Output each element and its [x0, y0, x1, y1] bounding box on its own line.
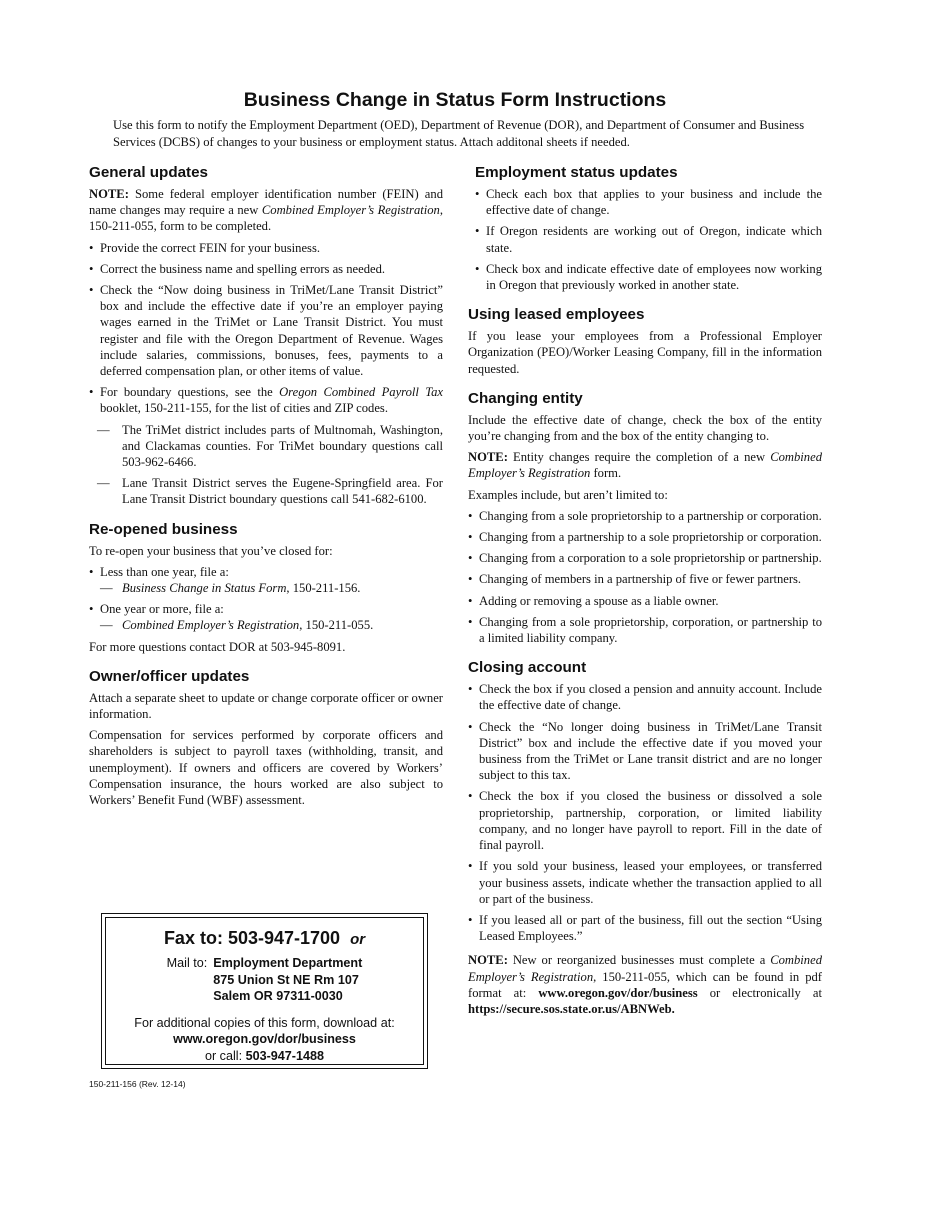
list-item: • Adding or removing a spouse as a liable owner. [468, 593, 822, 609]
entity-examples: Examples include, but aren’t limited to: [468, 487, 668, 502]
list-item: • Changing from a corporation to a sole proprietorship or partnership. [468, 550, 822, 566]
form-name: Combined Employer’s Registration [261, 203, 440, 218]
form-number: 150-211-156 (Rev. 12-14) [89, 1079, 186, 1089]
reopened-contact: For more questions contact DOR at 503-945-8091. [89, 639, 346, 654]
dash-item: — Lane Transit District serves the Eugene-Springfield area. For Lane Transit District boundary questions call 541-682-6100. [89, 475, 443, 507]
right-column [468, 164, 822, 1030]
call-line [106, 1048, 423, 1065]
page-title: Business Change in Status Form Instructions [243, 89, 667, 111]
fax-or: or [350, 931, 366, 948]
address-block [213, 955, 362, 1005]
owner-paragraph: Compensation for services performed by corporate officers and shareholders is subject to payroll taxes (withholding, transit, and unemployment). If owners and officers are covered by Workers’ Compensation insurance, the hours worked are also subject to Workers’ Benefit Fund (WBF) assessment. [89, 728, 443, 808]
phone-number: 503-947-1488 [245, 1048, 325, 1063]
copies-text: For additional copies of this form, download at: [134, 1015, 395, 1030]
list-item: • Provide the correct FEIN for your business. [89, 240, 443, 256]
list-item: • Check each box that applies to your business and include the effective date of change. [475, 186, 822, 218]
list-item: • Check the box if you closed the business or dissolved a sole proprietorship, partnership, corporation, or limited liability company, and no longer have payroll to report. Fill in the date of final payroll. [468, 788, 822, 853]
closing-note [468, 952, 822, 1017]
general-note [89, 186, 443, 235]
note-text: New or reorganized businesses must complete a [507, 953, 771, 968]
left-column [89, 164, 443, 821]
abnweb-link[interactable]: https://secure.sos.state.or.us/ABNWeb. [468, 1001, 675, 1016]
owner-paragraph: Attach a separate sheet to update or change corporate officer or owner information. [89, 690, 443, 722]
closing-account-section [468, 659, 822, 1017]
list-item: • Changing from a sole proprietorship to a partnership or corporation. [468, 508, 822, 524]
general-updates-heading: General updates [89, 164, 209, 181]
note-label: NOTE: [468, 450, 508, 465]
mail-address [106, 955, 423, 1005]
download-link[interactable]: www.oregon.gov/dor/business [173, 1032, 356, 1046]
note-text: Some federal employer identification number (FEIN) and name changes may require a new [89, 187, 443, 218]
note-text: or electronically at [697, 985, 822, 1000]
closing-account-heading: Closing account [468, 659, 587, 677]
sub-item [100, 617, 443, 633]
list-item: • Correct the business name and spelling errors as needed. [89, 261, 443, 277]
note-text: form. [590, 466, 622, 481]
fax-number: Fax to: 503-947-1700 [163, 928, 341, 948]
item-text: booklet, 150-211-155, for the list of cities and ZIP codes. [100, 401, 388, 416]
reopened-business-section [89, 521, 443, 655]
list-item: • Check the “No longer doing business in TriMet/Lane Transit District” box and include the effective date if you moved your business from the TriMet or Lane transit district and are no longer subject to this tax. [468, 719, 822, 784]
list-item: • Check the “Now doing business in TriMet/Lane Transit District” box and include the effective date if you’re an employer paying wages earned in the TriMet or Lane Transit District. You must register and file with the Oregon Department of Revenue. Wages include salaries, commissions, bonuses, fees, payments to a deferred compensation plan, or other items of value. [89, 282, 443, 379]
form-number: , 150-211-156. [286, 581, 361, 596]
list-item: • Check the box if you closed a pension and annuity account. Include the effective date of change. [468, 681, 822, 713]
item-text: Less than one year, file a: [100, 564, 229, 579]
list-item: • If you leased all or part of the business, fill out the section “Using Leased Employees.” [468, 912, 822, 944]
changing-entity-section [468, 390, 822, 646]
form-name: Combined Employer’s Registration [468, 450, 822, 481]
reopened-intro: To re-open your business that you’ve closed for: [89, 543, 333, 558]
leased-employees-section [468, 306, 822, 377]
address-line: Employment Department [213, 956, 363, 970]
list-item [89, 564, 443, 596]
contact-box-inner [105, 917, 424, 1065]
item-text: One year or more, file a: [100, 602, 224, 617]
owner-officer-heading: Owner/officer updates [89, 667, 250, 685]
item-text: For boundary questions, see the [100, 385, 280, 400]
changing-entity-heading: Changing entity [468, 389, 583, 407]
form-name: Combined Employer’s Registration [468, 953, 822, 984]
list-item [89, 601, 443, 633]
list-item: • If you sold your business, leased your employees, or transferred your business assets, indicate whether the transaction applied to all or part of the business. [468, 858, 822, 907]
list-item: • Changing from a partnership to a sole proprietorship or corporation. [468, 529, 822, 545]
list-item: • Changing from a sole proprietorship, corporation, or partnership to a limited liability company. [468, 614, 822, 646]
leased-employees-heading: Using leased employees [468, 306, 645, 324]
list-item: • Check box and indicate effective date of employees now working in Oregon that previously worked in another state. [475, 261, 822, 293]
note-text: , 150-211-055, which can be found in pdf format at: [468, 969, 822, 1000]
reopened-business-heading: Re-opened business [89, 520, 238, 538]
fax-line [106, 926, 423, 952]
sub-item [100, 580, 443, 596]
dash-item: — The TriMet district includes parts of Multnomah, Washington, and Clackamas counties. For TriMet boundary questions call 503-962-6466. [89, 422, 443, 471]
list-item [89, 384, 443, 416]
owner-officer-section [89, 668, 443, 808]
form-number: , 150-211-055. [299, 618, 374, 633]
form-name: Combined Employer’s Registration [122, 618, 300, 633]
form-name: Business Change in Status Form [122, 581, 287, 596]
note-text: , 150-211-055, form to be completed. [89, 203, 444, 234]
entity-note [468, 449, 822, 481]
employment-status-heading: Employment status updates [475, 164, 678, 181]
business-link[interactable]: www.oregon.gov/dor/business [538, 985, 698, 1000]
note-label: NOTE: [468, 953, 508, 968]
general-updates-section [89, 164, 443, 508]
mail-label: Mail to: [166, 956, 208, 970]
leased-paragraph: If you lease your employees from a Professional Employer Organization (PEO)/Worker Leasing Company, fill in the information requested. [468, 329, 822, 376]
note-text: Entity changes require the completion of a new [507, 450, 771, 465]
intro-text: Use this form to notify the Employment Department (OED), Department of Revenue (DOR), and Department of Consumer and Business Services (DCBS) of changes to your business or employment status. Attach additonal sheets if needed. [113, 118, 805, 149]
list-item: • Changing of members in a partnership of five or fewer partners. [468, 571, 822, 587]
publication-name: Oregon Combined Payroll Tax [279, 385, 443, 400]
employment-status-section [461, 164, 822, 293]
contact-box [101, 913, 428, 1069]
address-line: 875 Union St NE Rm 107 [213, 972, 359, 987]
address-line: Salem OR 97311-0030 [213, 989, 343, 1003]
list-item: • If Oregon residents are working out of Oregon, indicate which state. [475, 223, 822, 255]
note-label: NOTE: [89, 187, 129, 201]
call-label: or call: [204, 1048, 246, 1063]
entity-paragraph: Include the effective date of change, check the box of the entity you’re changing from and the box of the entity changing to. [468, 412, 822, 444]
